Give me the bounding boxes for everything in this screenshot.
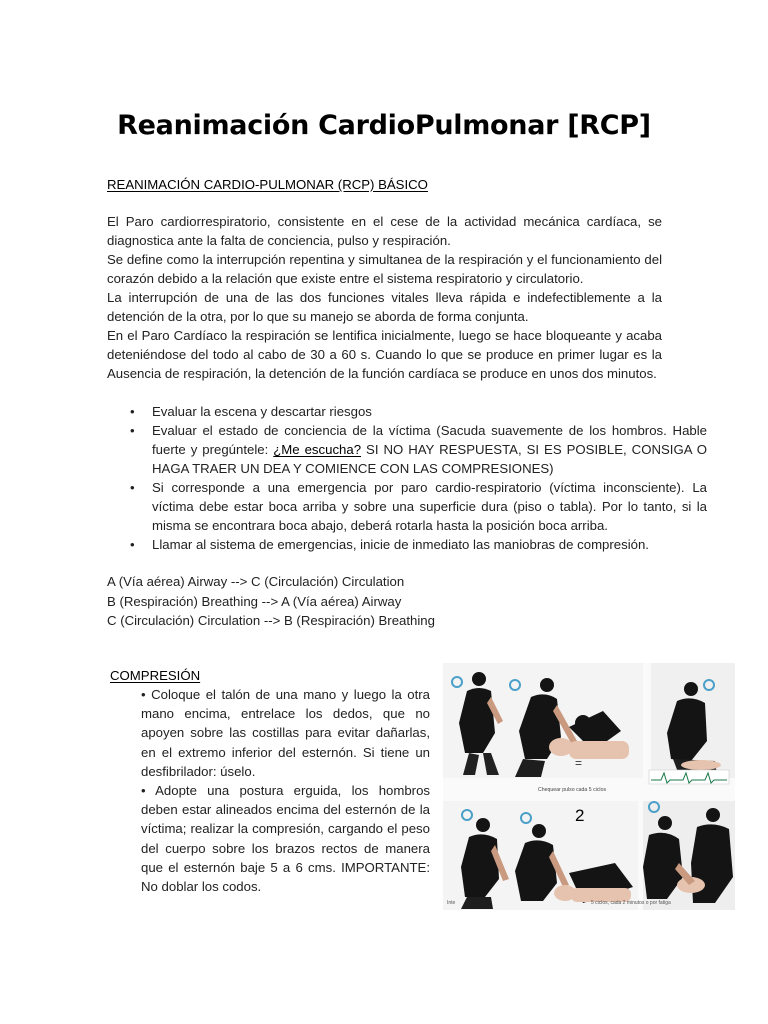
highlight-question: ¿Me escucha? bbox=[273, 442, 362, 457]
ecg-strip-icon bbox=[649, 770, 729, 784]
section-heading: REANIMACIÓN CARDIO-PULMONAR (RCP) BÁSICO bbox=[107, 177, 428, 192]
abc-sequence bbox=[107, 572, 435, 631]
cpr-illustration bbox=[443, 663, 735, 910]
steps-list bbox=[107, 402, 707, 554]
list-item bbox=[152, 421, 707, 478]
document-title: Reanimación CardioPulmonar [RCP] bbox=[117, 110, 651, 142]
list-item-text: SI NO HAY RESPUESTA, SI ES POSIBLE, CONSIGA O HAGA TRAER UN DEA Y COMIENCE CON LAS COMPRESIONES) bbox=[152, 442, 708, 476]
step-number: 2 bbox=[575, 806, 585, 825]
figure-caption: 5 ciclos, cada 2 minutos o por fatiga bbox=[591, 900, 671, 906]
figure-caption: Inte bbox=[447, 900, 456, 906]
compression-item: • Coloque el talón de una mano y luego la otra mano encima, entrelace los dedos, que no apoyen sobre las costillas para evitar dañarlas, en el extremo inferior del esternón. Si tiene un desfibrilador: úselo. bbox=[141, 687, 430, 779]
compression-body bbox=[141, 685, 430, 896]
abc-line: A (Vía aérea) Airway --> C (Circulación) Circulation bbox=[107, 574, 405, 589]
abc-line: C (Circulación) Circulation --> B (Respiración) Breathing bbox=[107, 613, 435, 628]
cpr-photo-collage bbox=[443, 663, 735, 910]
figure-caption: Chequear pulso cada 5 ciclos bbox=[538, 787, 607, 793]
paragraph: En el Paro Cardíaco la respiración se lentifica inicialmente, luego se hace bloqueante y acaba deteniéndose del todo al cabo de 30 a 60 s. Cuando lo que se produce en primer lugar es la Ausencia de respiración, la detención de la función cardíaca se produce en unos dos minutos. bbox=[107, 328, 662, 381]
paragraph: El Paro cardiorrespiratorio, consistente en el cese de la actividad mecánica cardíaca, se diagnostica ante la falta de conciencia, pulso y respiración. bbox=[107, 214, 662, 248]
abc-line: B (Respiración) Breathing --> A (Vía aérea) Airway bbox=[107, 593, 402, 609]
compression-item: • Adopte una postura erguida, los hombros deben estar alineados encima del esternón de la víctima; realizar la compresión, cargando el peso del cuerpo sobre los brazos rectos de manera que el esternón baje 5 a 6 cms. IMPORTANTE: No doblar los codos. bbox=[141, 783, 430, 895]
list-item: • Si corresponde a una emergencia por paro cardio-respiratorio (víctima inconsciente). La víctima debe estar boca arriba y sobre una superficie dura (piso o tabla). Por lo tanto, si la misma se encontrara boca abajo, deberá rotarla hasta la posición boca arriba. bbox=[152, 478, 707, 535]
paragraph: La interrupción de una de las dos funciones vitales lleva rápida e indefectiblemente a la detención de la otra, por lo que su manejo se aborda de forma conjunta. bbox=[107, 290, 662, 324]
intro-paragraphs bbox=[107, 212, 662, 383]
list-item: • Evaluar la escena y descartar riesgos bbox=[152, 402, 707, 421]
list-item: • Llamar al sistema de emergencias, inicie de inmediato las maniobras de compresión. bbox=[152, 535, 707, 554]
svg-text:=: = bbox=[575, 756, 583, 770]
list-item-text: Evaluar el estado de conciencia de la víctima (Sacuda suavemente de los hombros. Hable fuerte y pregúntele: bbox=[152, 423, 707, 457]
paragraph: Se define como la interrupción repentina y simultanea de la respiración y el funcionamiento del corazón debido a la relación que existe entre el sistema respiratorio y circulatorio. bbox=[107, 252, 662, 286]
compression-heading: COMPRESIÓN bbox=[110, 668, 201, 683]
